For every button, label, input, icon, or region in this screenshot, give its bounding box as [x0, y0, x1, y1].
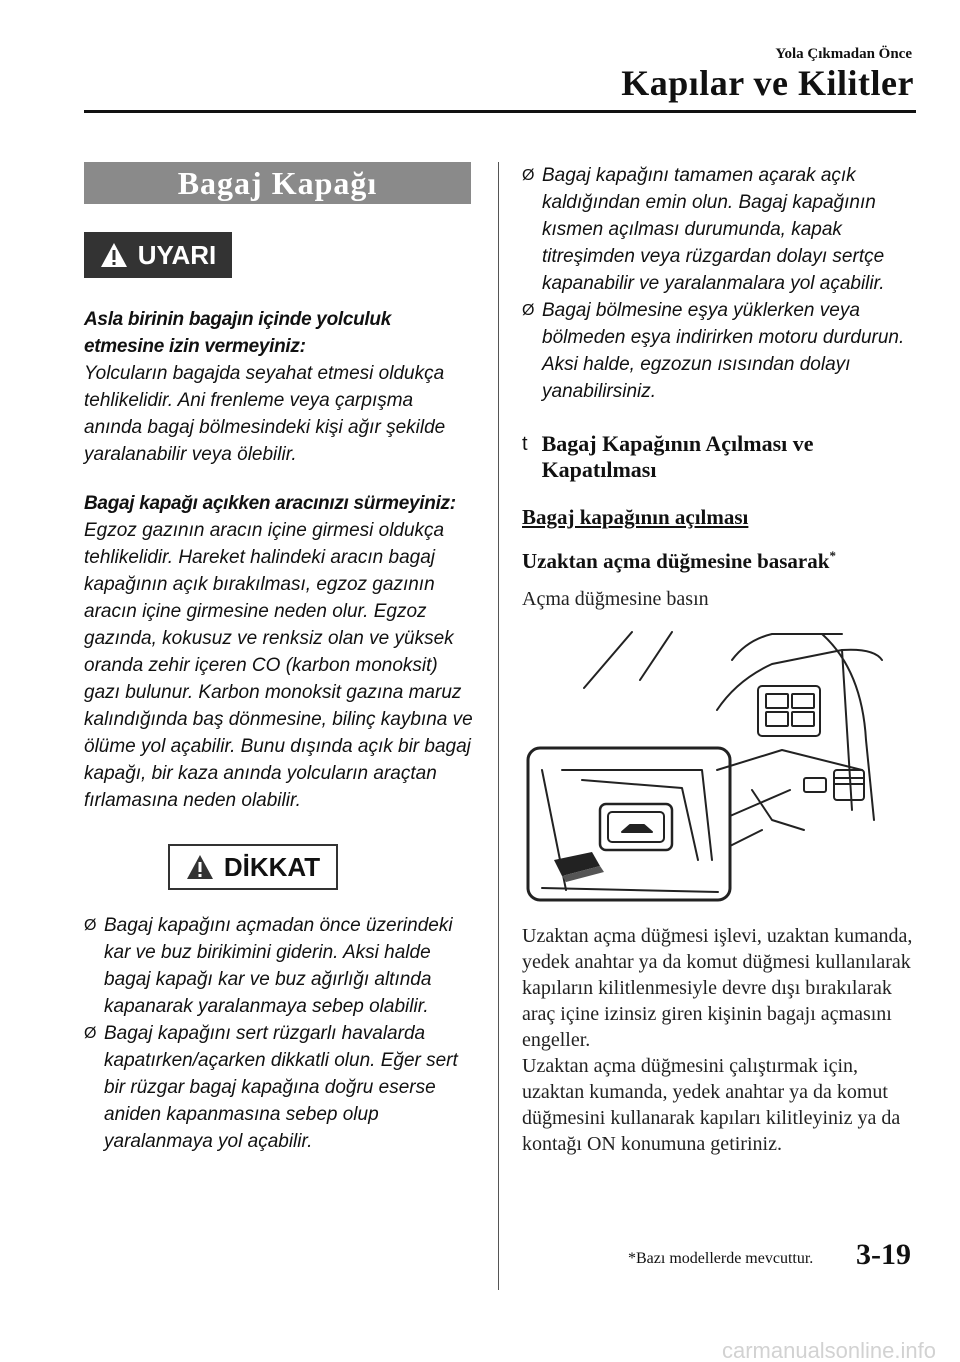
opening-heading: Bagaj kapağının açılması	[522, 505, 749, 529]
section-title: Bagaj Kapağı	[84, 162, 471, 204]
subsection-title-line: Kapatılması	[541, 457, 657, 482]
caution-label-text: DİKKAT	[223, 851, 321, 882]
page-number: 3-19	[856, 1238, 911, 1271]
warning-item-heading: Asla birinin bagajın içinde yolculuk etmesine izin vermeyiniz:	[84, 309, 391, 357]
warning-label-text: UYARI	[137, 239, 217, 270]
header-title: Kapılar ve Kilitler	[621, 63, 914, 103]
warning-item-text: Egzoz gazının aracın içine girmesi oldukça tehlikelidir. Hareket halindeki aracın bagaj kapağının açık bırakılması, egzoz gazının aracın içine girmesine neden olur. Egzoz gazında, kokusuz ve renksiz olan ve yüksek oranda zehir içeren CO (karbon monoksit) gazı bulunur. Karbon monoksit gazına maruz kalındığında baş dönmesine, bilinç kaybına ve ölüme yol açabilir. Bunu dışında açık bir bagaj kapağı, bir kaza anında yolcuların araçtan fırlamasına neden olabilir.	[84, 520, 473, 811]
caution-bullet-text: Bagaj bölmesine eşya yüklerken veya bölmeden eşya indirirken motoru durdurun. Aksi halde, egzozun ısısından dolayı yanabilirsiniz.	[542, 300, 905, 402]
body-paragraph: Uzaktan açma düğmesini çalıştırmak için, uzaktan kumanda, yedek anahtar ya da komut düğmesini kullanarak kapıları kilitleyiniz ya da kontağı ON konumuna getiriniz.	[522, 1055, 901, 1155]
caution-bullet-text: Bagaj kapağını tamamen açarak açık kaldığından emin olun. Bagaj kapağının kısmen açılması durumunda, kapak titreşimden veya rüzgardan dolayı sertçe kapanabilir ve yaralanmalara yol açabilir.	[542, 165, 885, 294]
right-column	[522, 162, 918, 1157]
remote-heading	[522, 548, 918, 574]
bullet-arrow-icon: Ø	[84, 917, 97, 934]
body-paragraph: Uzaktan açma düğmesi işlevi, uzaktan kumanda, yedek anahtar ya da komut düğmesi kullanılarak kapıların kilitlenmesiyle devre dışı bırakılarak araç içine izinsiz giren kişinin bagajı açmasını engeller.	[522, 925, 913, 1051]
watermark: carmanualsonline.info	[721, 1338, 936, 1362]
subsection-title-line: Bagaj Kapağının Açılması ve	[541, 431, 814, 456]
bullet-arrow-icon: Ø	[522, 302, 535, 319]
caution-label	[168, 844, 338, 890]
footnote-mark: *	[829, 548, 836, 563]
release-button-illustration	[522, 620, 890, 910]
illustration-caption: Açma düğmesine basın	[522, 588, 709, 610]
caution-bullet-text: Bagaj kapağını sert rüzgarlı havalarda kapatırken/açarken dikkatli olun. Eğer sert bir rüzgar bagaj kapağına doğru eserse aniden kapanmasına sebep olup yaralanmaya yol açabilir.	[104, 1023, 458, 1152]
bullet-arrow-icon: Ø	[84, 1025, 97, 1042]
warning-triangle-icon	[100, 242, 128, 268]
caution-bullet-text: Bagaj kapağını açmadan önce üzerindeki kar ve buz birikimini giderin. Aksi halde bagaj kapağı kar ve buz ağırlığı altında kapanarak yaralanmaya sebep olabilir.	[104, 915, 453, 1017]
caution-bullet	[522, 297, 918, 405]
footnote: *Bazı modellerde mevcuttur.	[628, 1250, 814, 1267]
warning-item	[84, 306, 474, 468]
warning-triangle-icon	[186, 854, 214, 880]
caution-bullet	[84, 912, 474, 1020]
warning-item-text: Yolcuların bagajda seyahat etmesi oldukça tehlikelidir. Ani frenleme veya çarpışma anında bagaj bölmesindeki kişi ağır şekilde yaralanabilir veya ölebilir.	[84, 363, 446, 465]
bullet-arrow-icon: Ø	[522, 167, 535, 184]
caution-bullet	[522, 162, 918, 297]
warning-label	[84, 232, 232, 278]
caution-bullet	[84, 1020, 474, 1155]
warning-item	[84, 490, 474, 814]
remote-heading-text: Uzaktan açma düğmesine basarak	[522, 549, 830, 573]
header-rule	[84, 110, 916, 113]
subsection-heading	[522, 431, 918, 483]
left-column	[84, 162, 474, 1155]
header-subtitle: Yola Çıkmadan Önce	[775, 46, 912, 62]
warning-item-heading: Bagaj kapağı açıkken aracınızı sürmeyiniz:	[84, 493, 456, 514]
column-divider	[498, 162, 499, 1290]
section-marker: t	[522, 433, 528, 455]
